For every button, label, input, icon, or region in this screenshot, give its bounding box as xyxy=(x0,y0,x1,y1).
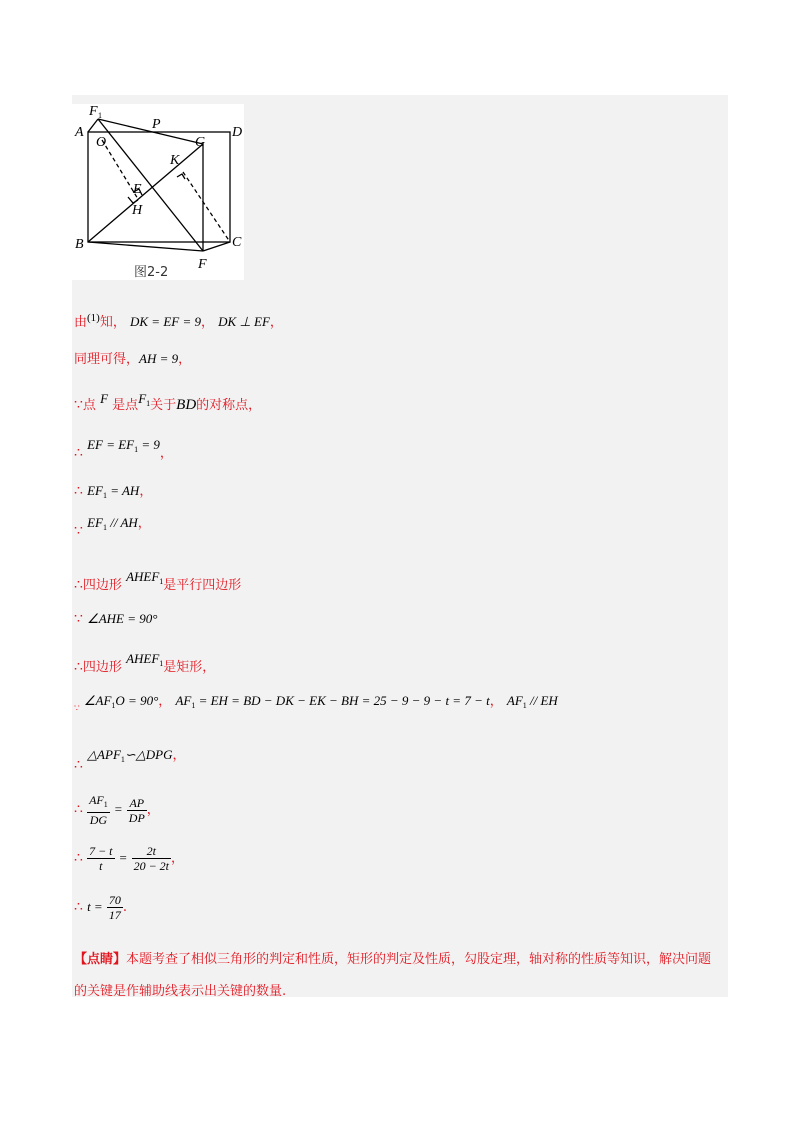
fraction-ap-dp: $\frac{AP}{DP}$ xyxy=(128,795,145,825)
label-B: B xyxy=(75,237,84,252)
label-H: H xyxy=(132,203,143,218)
label-F: F xyxy=(198,257,207,272)
label-E: E xyxy=(133,182,142,197)
line-7: ∴四边形 $AHEF_1$是平行四边形 xyxy=(74,569,242,593)
fraction-70-17: $\frac{70}{17}$ xyxy=(108,893,121,922)
label-A: A xyxy=(75,125,84,140)
label-F1-sub: 1 xyxy=(98,111,102,120)
geometry-figure xyxy=(72,104,244,280)
commentary-note xyxy=(74,944,724,1008)
line-3: ∵点 F 是点$F_1$关于BD的对称点， xyxy=(74,391,262,413)
line-9: ∴四边形 $AHEF_1$是矩形， xyxy=(74,651,216,675)
label-D: D xyxy=(232,125,243,140)
line-6: ∵ $EF_1$ // AH， xyxy=(74,515,151,539)
fraction-7t-t: $\frac{7 - t}{t}$ xyxy=(89,844,113,873)
line-10: $_\because$ $\angle AF_1O = 90^\circ$， $AF_1$ = EH = BD − DK − EK − BH = 25 − 9 − 9 − t = 7 − t， $AF_1$ // EH xyxy=(74,693,558,714)
label-K: K xyxy=(170,153,180,168)
note-tag: 【点睛】 xyxy=(74,952,127,967)
line-2: 同理可得，AH = 9， xyxy=(74,351,192,367)
label-F1: F xyxy=(89,104,98,119)
line-11: ∴ $\triangle APF_1∽\triangle DPG$， xyxy=(74,747,186,773)
line-4: ∴ EF = $EF_1 = 9$， xyxy=(74,437,173,461)
line-1: 由$^{(1)}$知， DK = EF = 9， DK ⊥ EF， xyxy=(74,312,283,330)
line-13: ∴ $\frac{7 - t}{t}$ = $\frac{2t}{20 - 2t}$ ， xyxy=(74,844,185,873)
line-5: ∴ $EF_1$ = AH， xyxy=(74,483,153,500)
label-O: O xyxy=(96,135,107,150)
label-C: C xyxy=(232,235,242,250)
line-12: ∴ $\frac{AF_1}{DG}$ = $\frac{AP}{DP}$ ， xyxy=(74,793,160,827)
fraction-2t-20-2t: $\frac{2t}{20 - 2t}$ xyxy=(133,844,169,873)
figure-caption: 图2-2 xyxy=(134,265,169,280)
note-text: 本题考查了相似三角形的判定和性质，矩形的判定及性质，勾股定理，轴对称的性质等知识，解决问题的关键是作辅助线表示出关键的数量. xyxy=(74,952,712,999)
line-14: ∴ t = $\frac{70}{17}$ . xyxy=(74,893,127,922)
label-P: P xyxy=(152,117,161,132)
line-8: ∵ ∠AHE = 90° xyxy=(74,611,158,627)
label-G: G xyxy=(195,135,206,150)
fraction-af1-dg: $\frac{AF_1}{DG}$ xyxy=(89,793,108,827)
